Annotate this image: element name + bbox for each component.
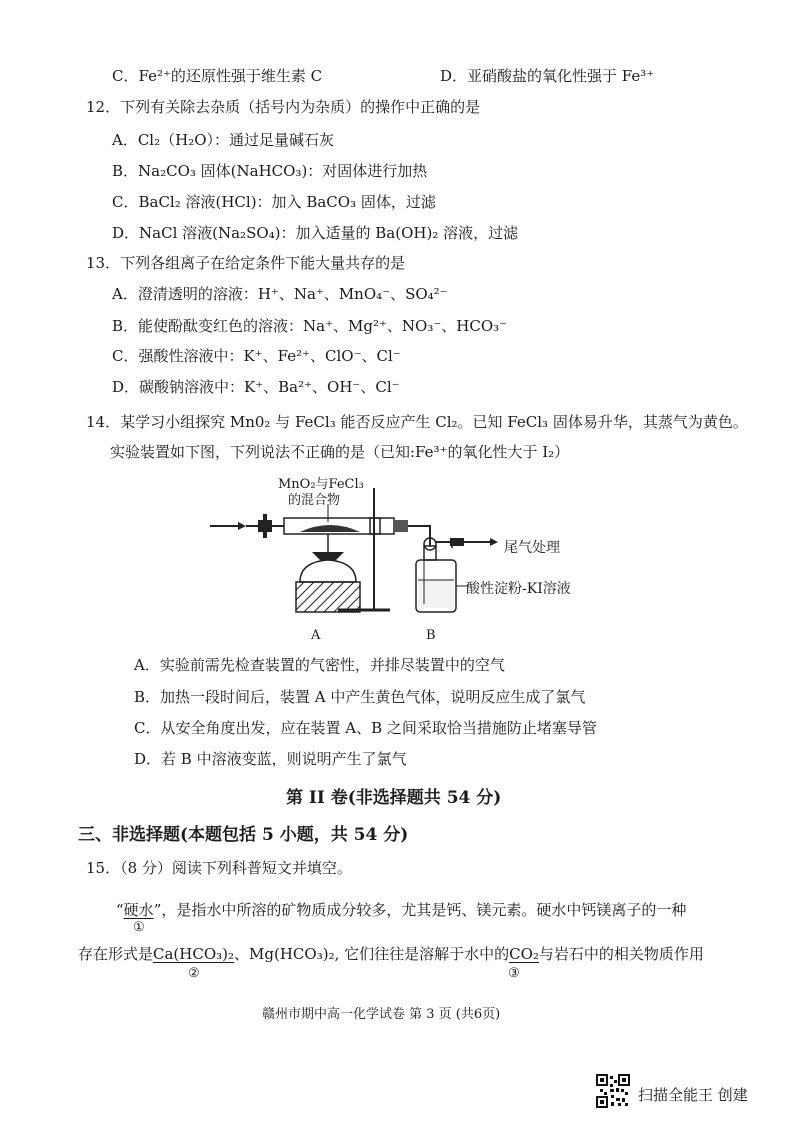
q15-paragraph-line2 bbox=[78, 945, 704, 963]
diagram-label-b: B bbox=[426, 628, 436, 643]
paragraph-line2-mid: 、Mg(HCO₃)₂, 它们往往是溶解于水中的 bbox=[234, 945, 510, 963]
q13-option-d: D．碳酸钠溶液中：K⁺、Ba²⁺、OH⁻、Cl⁻ bbox=[112, 378, 400, 396]
paragraph-line1-rest: ”，是指水中所溶的矿物质成分较多，尤其是钙、镁元素。硬水中钙镁离子的一种 bbox=[153, 901, 687, 919]
diagram-label-mixture-line2: 的混合物 bbox=[288, 493, 341, 508]
q14-option-d: D．若 B 中溶液变蓝，则说明产生了氯气 bbox=[134, 750, 407, 768]
q13-stem: 13．下列各组离子在给定条件下能大量共存的是 bbox=[86, 254, 406, 272]
qr-code-icon bbox=[596, 1074, 630, 1108]
term-hard-water: 硬水 bbox=[123, 901, 154, 919]
open-quote: “ bbox=[116, 901, 124, 919]
marker-1: ① bbox=[133, 920, 145, 935]
q11-option-c: C．Fe²⁺的还原性强于维生素 C bbox=[112, 67, 323, 85]
q14-option-b: B．加热一段时间后，装置 A 中产生黄色气体，说明反应生成了氯气 bbox=[134, 688, 586, 706]
q14-option-c: C．从安全角度出发，应在装置 A、B 之间采取恰当措施防止堵塞导管 bbox=[134, 719, 597, 737]
q14-option-a: A．实验前需先检查装置的气密性，并排尽装置中的空气 bbox=[134, 656, 505, 674]
q13-option-b: B．能使酚酞变红色的溶液：Na⁺、Mg²⁺、NO₃⁻、HCO₃⁻ bbox=[112, 317, 508, 335]
q11-option-d: D．亚硝酸盐的氧化性强于 Fe³⁺ bbox=[440, 67, 655, 85]
page-footer: 赣州市期中高一化学试卷 第 3 页 (共6页) bbox=[262, 1007, 501, 1022]
scanner-watermark: 扫描全能王 创建 bbox=[638, 1086, 748, 1104]
q12-option-d: D．NaCl 溶液(Na₂SO₄)：加入适量的 Ba(OH)₂ 溶液，过滤 bbox=[112, 224, 519, 242]
section-heading: 三、非选择题(本题包括 5 小题，共 54 分) bbox=[78, 825, 409, 845]
q13-option-c: C．强酸性溶液中：K⁺、Fe²⁺、ClO⁻、Cl⁻ bbox=[112, 347, 401, 365]
q14-stem-line2: 实验装置如下图，下列说法不正确的是（已知:Fe³⁺的氧化性大于 I₂） bbox=[110, 443, 570, 461]
q12-stem: 12．下列有关除去杂质（括号内为杂质）的操作中正确的是 bbox=[86, 98, 481, 116]
part2-title: 第 II 卷(非选择题共 54 分) bbox=[286, 788, 502, 808]
q14-stem-line1: 14．某学习小组探究 Mn0₂ 与 FeCl₃ 能否反应产生 Cl₂。已知 FeCl₃ 固体易升华，其蒸气为黄色。 bbox=[86, 413, 748, 431]
q13-option-a: A．澄清透明的溶液：H⁺、Na⁺、MnO₄⁻、SO₄²⁻ bbox=[112, 285, 448, 303]
q15-stem: 15．（8 分）阅读下列科普短文并填空。 bbox=[86, 859, 352, 877]
q12-option-a: A．Cl₂（H₂O）：通过足量碱石灰 bbox=[112, 131, 335, 149]
marker-3: ③ bbox=[508, 966, 520, 981]
apparatus-diagram bbox=[200, 468, 600, 648]
q15-paragraph-line1 bbox=[116, 901, 686, 919]
marker-2: ② bbox=[188, 966, 200, 981]
diagram-label-solution: 酸性淀粉-KI溶液 bbox=[466, 581, 571, 597]
paragraph-line2-lead: 存在形式是 bbox=[78, 945, 154, 963]
term-carbon-dioxide: CO₂ bbox=[509, 945, 539, 963]
diagram-label-mixture-line1: MnO₂与FeCl₃ bbox=[278, 477, 364, 492]
q12-option-c: C．BaCl₂ 溶液(HCl)：加入 BaCO₃ 固体，过滤 bbox=[112, 193, 436, 211]
q12-option-b: B．Na₂CO₃ 固体(NaHCO₃)：对固体进行加热 bbox=[112, 162, 428, 180]
diagram-label-tail-gas: 尾气处理 bbox=[504, 540, 560, 556]
term-calcium-bicarbonate: Ca(HCO₃)₂ bbox=[153, 945, 235, 963]
paragraph-line2-end: 与岩石中的相关物质作用 bbox=[538, 945, 704, 963]
diagram-label-a: A bbox=[311, 628, 321, 643]
